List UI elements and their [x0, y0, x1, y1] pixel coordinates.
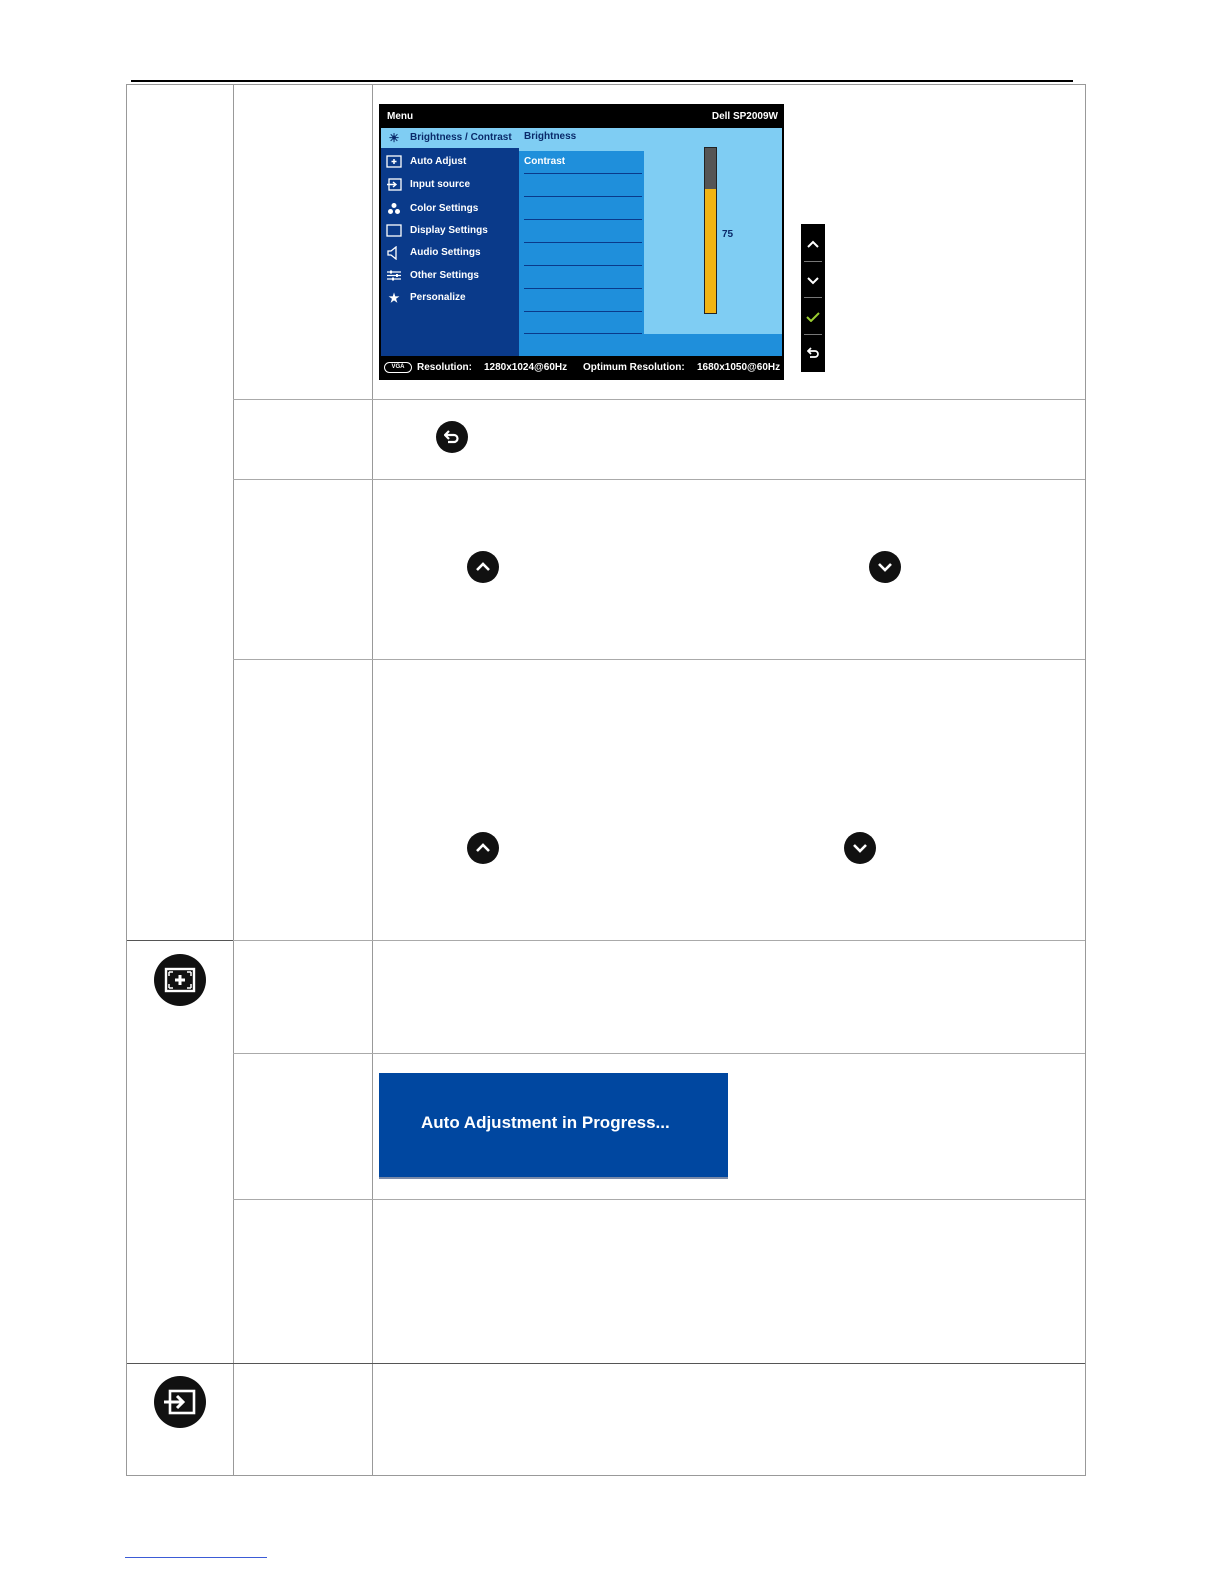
- brightness-icon: ☀: [388, 131, 400, 145]
- osd-item-label: Auto Adjust: [410, 156, 467, 167]
- contrast-slider[interactable]: [704, 147, 717, 314]
- auto-adjust-icon: [386, 155, 402, 169]
- submenu-header: Brightness: [524, 131, 577, 142]
- display-settings-icon: [386, 224, 402, 238]
- submenu-divider: [524, 219, 642, 220]
- row-divider: [233, 399, 1085, 400]
- contrast-slider-value: 75: [722, 229, 734, 240]
- row-divider: [233, 1053, 1085, 1054]
- star-icon: ★: [388, 291, 400, 305]
- optimum-resolution-label: Optimum Resolution:: [583, 362, 685, 373]
- osd-item-input-source[interactable]: [381, 175, 519, 195]
- submenu-divider: [524, 265, 642, 266]
- contrast-slider-fill: [705, 189, 716, 313]
- osd-title: Menu: [387, 111, 414, 122]
- auto-adjust-icon: [154, 954, 206, 1006]
- top-rule: [131, 80, 1073, 82]
- auto-adjust-message: Auto Adjustment in Progress...: [421, 1113, 670, 1132]
- osd-submenu-panel: [519, 128, 782, 356]
- back-button[interactable]: [801, 336, 825, 372]
- osd-status-bar: [381, 358, 782, 378]
- row-divider: [233, 659, 1085, 660]
- up-button-icon: [467, 832, 499, 864]
- osd-item-label: Input source: [410, 179, 471, 190]
- osd-item-label: Audio Settings: [410, 247, 481, 258]
- optimum-resolution-value: 1680x1050@60Hz: [697, 362, 781, 373]
- back-arrow-icon: [807, 347, 819, 358]
- row-divider: [233, 1199, 1085, 1200]
- button-separator: [804, 334, 822, 335]
- submenu-bottom-band: [519, 334, 782, 356]
- column-divider-2: [372, 85, 373, 1475]
- down-button[interactable]: [801, 263, 825, 299]
- osd-item-brightness-contrast[interactable]: [381, 128, 519, 148]
- down-button-icon: [844, 832, 876, 864]
- osd-item-label: Color Settings: [410, 203, 479, 214]
- up-button[interactable]: [801, 226, 825, 262]
- other-settings-icon: [386, 269, 402, 283]
- input-source-icon: [386, 178, 402, 192]
- osd-item-personalize[interactable]: [381, 288, 519, 308]
- osd-item-audio-settings[interactable]: [381, 243, 519, 263]
- osd-item-other-settings[interactable]: [381, 266, 519, 286]
- submenu-divider: [524, 196, 642, 197]
- submenu-list: [519, 151, 644, 334]
- column-divider-1: [233, 85, 234, 1475]
- osd-item-auto-adjust[interactable]: [381, 152, 519, 172]
- osd-item-label: Display Settings: [410, 225, 488, 236]
- row-divider: [233, 479, 1085, 480]
- osd-item-label: Brightness / Contrast: [410, 132, 512, 143]
- vga-connector-icon: VGA: [384, 362, 412, 373]
- button-separator: [804, 297, 822, 298]
- submenu-item-contrast[interactable]: Contrast: [524, 156, 566, 167]
- chevron-down-icon: [807, 277, 819, 285]
- resolution-value: 1280x1024@60Hz: [484, 362, 568, 373]
- footer-link-underline: [125, 1557, 267, 1558]
- auto-adjust-progress-dialog: [379, 1073, 728, 1179]
- up-button-icon: [467, 551, 499, 583]
- chevron-up-icon: [807, 240, 819, 248]
- submenu-divider: [524, 173, 642, 174]
- front-panel-buttons: [801, 224, 825, 372]
- back-button-icon: [436, 421, 468, 453]
- submenu-divider: [524, 242, 642, 243]
- audio-settings-icon: [386, 246, 402, 260]
- resolution-label: Resolution:: [417, 362, 472, 373]
- osd-main-menu: [381, 128, 519, 356]
- osd-item-label: Other Settings: [410, 270, 479, 281]
- section-divider: [127, 1363, 1085, 1364]
- osd-item-label: Personalize: [410, 292, 466, 303]
- submenu-divider: [524, 288, 642, 289]
- osd-menu: [379, 104, 784, 380]
- down-button-icon: [869, 551, 901, 583]
- osd-model: Dell SP2009W: [711, 111, 778, 122]
- osd-item-color-settings[interactable]: [381, 199, 519, 219]
- color-settings-icon: [386, 202, 402, 216]
- row-divider: [233, 940, 1085, 941]
- checkmark-icon: [806, 312, 820, 322]
- submenu-divider: [524, 311, 642, 312]
- ok-button[interactable]: [801, 300, 825, 336]
- button-separator: [804, 261, 822, 262]
- input-source-icon: [154, 1376, 206, 1428]
- osd-item-display-settings[interactable]: [381, 221, 519, 241]
